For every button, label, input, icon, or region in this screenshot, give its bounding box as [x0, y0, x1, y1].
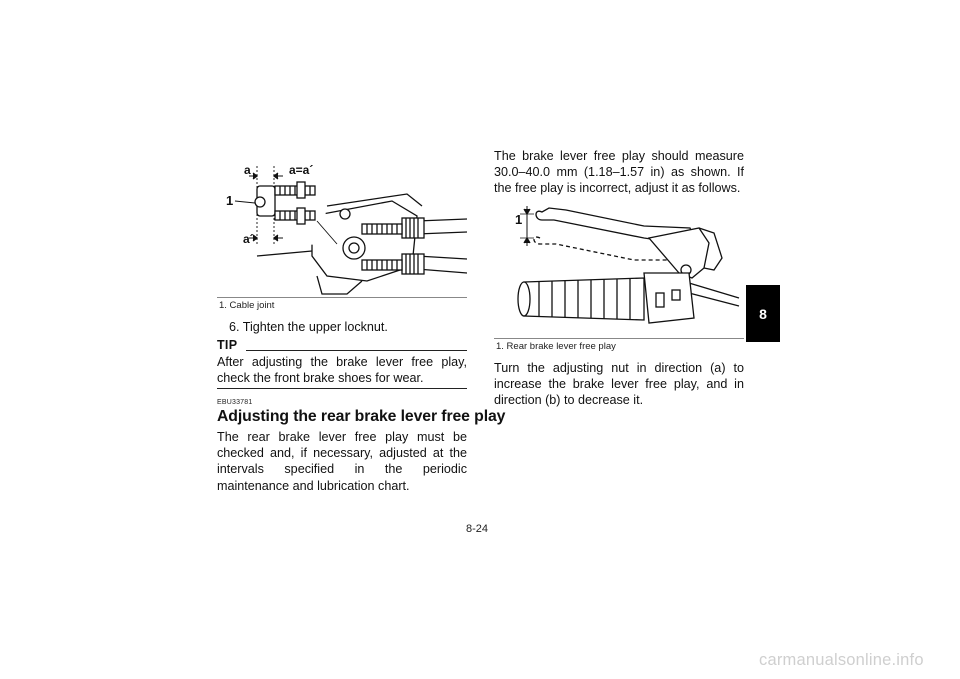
label-1: 1 [515, 212, 523, 227]
cable-joint-illustration [217, 156, 467, 296]
figure2-caption-rule [494, 338, 744, 339]
section-heading: Adjusting the rear brake lever free play [217, 408, 506, 425]
label-a: a [244, 163, 251, 177]
adjusting-nut-paragraph: Turn the adjusting nut in direction (a) to increase the brake lever free play, and in direction (b) to decrease it. [494, 361, 744, 408]
tip-label: TIP [217, 338, 238, 352]
tip-text: After adjusting the brake lever free play, check the front brake shoes for wear. [217, 355, 467, 386]
step-6: 6. Tighten the upper locknut. [229, 320, 388, 334]
section-paragraph: The rear brake lever free play must be checked and, if necessary, adjusted at the intervals specified in the periodic maintenance and lubrication chart. [217, 430, 467, 493]
label-a-prime: a´ [243, 232, 254, 246]
chapter-tab: 8 [746, 285, 780, 342]
free-play-intro: The brake lever free play should measure 30.0–40.0 mm (1.18–1.57 in) as shown. If the free play is incorrect, adjust it as follows. [494, 149, 744, 196]
figure-rear-brake-lever [494, 198, 744, 336]
tip-top-rule [246, 350, 467, 351]
label-1: 1 [226, 193, 234, 208]
rear-brake-lever-illustration [494, 198, 744, 336]
figure-cable-joint [217, 156, 467, 296]
label-a-equals: a=a´ [289, 163, 314, 177]
tip-bottom-rule [217, 388, 467, 389]
figure2-caption: 1. Rear brake lever free play [496, 341, 616, 352]
page-number: 8-24 [466, 523, 489, 535]
figure1-caption: 1. Cable joint [219, 300, 275, 311]
watermark: carmanualsonline.info [759, 651, 924, 669]
figure1-caption-rule [217, 297, 467, 298]
section-code: EBU33781 [217, 399, 253, 406]
